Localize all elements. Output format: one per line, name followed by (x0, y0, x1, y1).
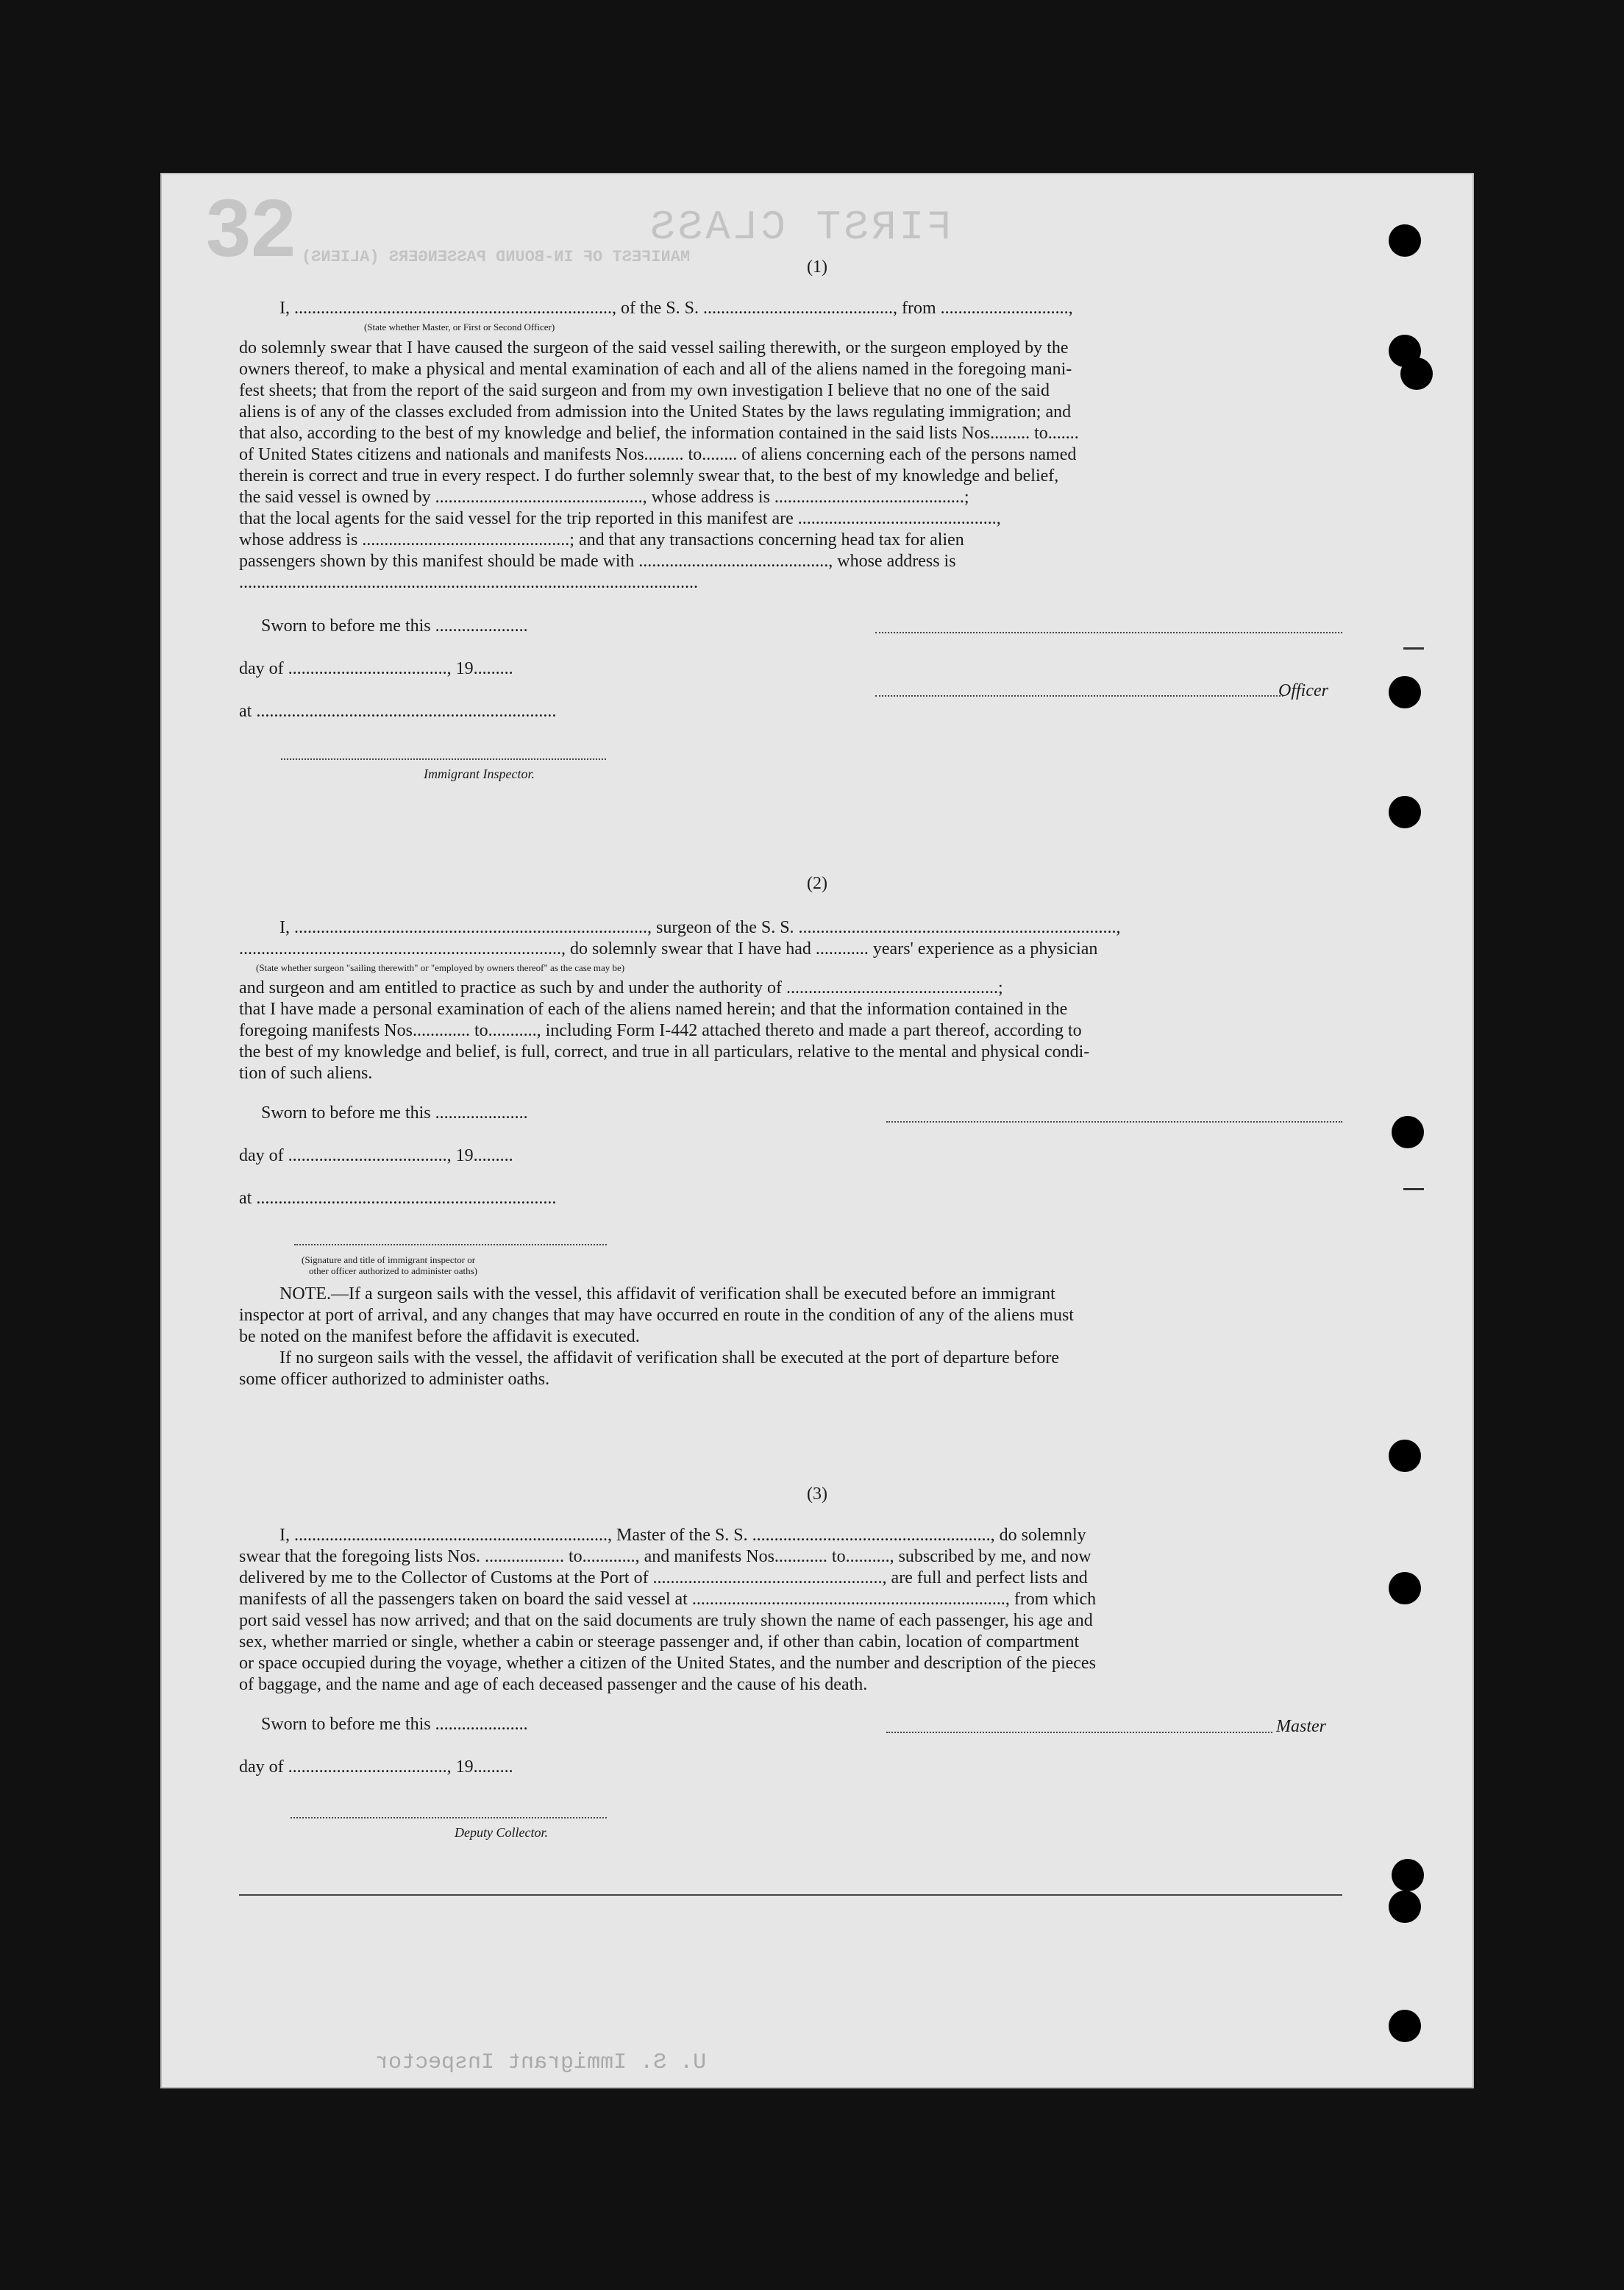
section-3-master-line (886, 1732, 1272, 1733)
section-2-inspector-line (294, 1244, 607, 1245)
section-1-body-line: that also, according to the best of my knowledge and belief, the information contained in the said lists Nos......... to....... (239, 424, 1079, 443)
section-2-experience-line: ........................................................................., do solemnly swear that I have had ............ years' experience as a physician (239, 939, 1098, 959)
section-1-number: (1) (807, 257, 827, 277)
section-1-officer-caption: (State whether Master, or First or Second Officer) (364, 321, 555, 333)
ghost-first-class: FIRST CLASS (647, 204, 952, 251)
section-1-body-line: owners thereof, to make a physical and mental examination of each and all of the aliens named in the foregoing mani- (239, 360, 1072, 379)
ghost-page-number: 32 (206, 183, 296, 274)
punch-hole (1389, 1572, 1421, 1604)
section-3-body-line: of baggage, and the name and age of each deceased passenger and the cause of his death. (239, 1675, 868, 1694)
section-2-at-line: at .................................................................... (239, 1189, 557, 1208)
punch-hole (1389, 1891, 1421, 1923)
section-1-body-line: therein is correct and true in every respect. I do further solemnly swear that, to the best of my knowledge and belief, (239, 466, 1059, 486)
section-3-master-label: Master (1276, 1717, 1326, 1736)
section-2-surgeon-caption: (State whether surgeon "sailing therewith" or "employed by owners thereof" as the case may be) (256, 962, 625, 973)
punch-hole (1389, 1440, 1421, 1472)
section-1-body-line: the said vessel is owned by ..............................................., whose address is ...........................................; (239, 488, 969, 507)
section-1-dotted-line: ........................................................................................................ (239, 573, 698, 592)
section-2-body-line: the best of my knowledge and belief, is full, correct, and true in all particulars, relative to the mental and physical condi- (239, 1042, 1090, 1062)
punch-hole (1389, 2010, 1421, 2042)
note-line: some officer authorized to administer oaths. (239, 1370, 550, 1389)
section-1-body-line: do solemnly swear that I have caused the surgeon of the said vessel sailing therewith, or the surgeon employed by the (239, 338, 1069, 358)
section-2-body-line: that I have made a personal examination of each of the aliens named herein; and that the information contained in the (239, 1000, 1068, 1019)
manifest-page (162, 174, 1472, 2087)
section-3-body-line: sex, whether married or single, whether a cabin or steerage passenger and, if other than cabin, location of compartment (239, 1632, 1080, 1651)
section-2-sig-caption: (Signature and title of immigrant inspector or (302, 1254, 476, 1265)
section-2-day-line: day of ...................................., 19......... (239, 1146, 513, 1165)
section-2-sworn-line: Sworn to before me this ..................... (261, 1103, 528, 1123)
section-1-officer-line (875, 695, 1283, 697)
punch-hole (1400, 358, 1433, 390)
punch-hole (1392, 1116, 1424, 1148)
punch-hole (1389, 796, 1421, 828)
section-3-body-line: delivered by me to the Collector of Customs at the Port of ...................................................., are full and perfect lists and (239, 1568, 1088, 1587)
section-1-day-line: day of ...................................., 19......... (239, 659, 513, 678)
edge-mark (1403, 647, 1424, 650)
note-line: be noted on the manifest before the affidavit is executed. (239, 1327, 640, 1346)
section-1-inspector-line (281, 758, 606, 760)
section-3-body-line: swear that the foregoing lists Nos. .................. to............, and manifests Nos............ to.........., subscribed by me, and now (239, 1547, 1091, 1566)
section-1-body-line: fest sheets; that from the report of the said surgeon and from my own investigation I believe that no one of the said (239, 381, 1050, 400)
section-3-collector-caption: Deputy Collector. (455, 1825, 548, 1840)
punch-hole (1389, 224, 1421, 257)
section-3-collector-line (291, 1817, 607, 1818)
section-1-opening-line: I, ........................................................................, of the S. S. ..........................................., from ............................., (279, 299, 1073, 318)
ghost-inspector-stamp: U. S. Immigrant Inspector (375, 2050, 707, 2075)
section-1-body-line: whose address is ...............................................; and that any transactions concerning head tax for alien (239, 530, 964, 550)
section-1-inspector-caption: Immigrant Inspector. (424, 767, 535, 781)
section-1-body-line: that the local agents for the said vessel for the trip reported in this manifest are ............................................., (239, 509, 1001, 528)
section-1-body-line: passengers shown by this manifest should be made with ..........................................., whose address is (239, 552, 956, 571)
section-2-signature-line (886, 1121, 1342, 1123)
note-line: NOTE.—If a surgeon sails with the vessel, this affidavit of verification shall be executed before an immigrant (279, 1284, 1055, 1304)
section-1-at-line: at .................................................................... (239, 702, 557, 721)
section-1-signature-line (875, 632, 1342, 633)
punch-hole (1389, 676, 1421, 708)
section-3-body-line: or space occupied during the voyage, whether a citizen of the United States, and the number and description of the pieces (239, 1654, 1096, 1673)
ghost-manifest-header: MANIFEST OF IN-BOUND PASSENGERS (ALIENS) (302, 248, 691, 266)
section-1-sworn-line: Sworn to before me this ..................... (261, 616, 528, 636)
section-2-body-line: tion of such aliens. (239, 1064, 373, 1083)
section-3-body-line: manifests of all the passengers taken on board the said vessel at ......................................................................., from which (239, 1590, 1097, 1609)
section-3-day-line: day of ...................................., 19......... (239, 1757, 513, 1777)
section-2-number: (2) (807, 874, 827, 893)
section-3-number: (3) (807, 1484, 827, 1504)
punch-hole (1392, 1859, 1424, 1891)
section-3-body-line: port said vessel has now arrived; and that on the said documents are truly shown the name of each passenger, his age and (239, 1611, 1093, 1630)
section-2-sig-caption: other officer authorized to administer oaths) (309, 1265, 477, 1276)
section-2-opening-line: I, ................................................................................, surgeon of the S. S. ........................................................................, (279, 918, 1121, 937)
section-2-body-line: and surgeon and am entitled to practice as such by and under the authority of ................................................; (239, 978, 1003, 998)
section-3-body-line: I, ......................................................................., Master of the S. S. ......................................................, do solemnly (279, 1526, 1086, 1545)
note-line: inspector at port of arrival, and any changes that may have occurred en route in the condition of any of the aliens must (239, 1306, 1074, 1325)
section-1-body-line: of United States citizens and nationals and manifests Nos......... to........ of aliens concerning each of the persons named (239, 445, 1077, 464)
note-line: If no surgeon sails with the vessel, the affidavit of verification shall be executed at the port of departure before (279, 1348, 1060, 1368)
section-2-body-line: foregoing manifests Nos............. to..........., including Form I-442 attached thereto and made a part thereof, according to (239, 1021, 1082, 1040)
section-1-body-line: aliens is of any of the classes excluded from admission into the United States by the laws regulating immigration; and (239, 402, 1072, 422)
bottom-rule (239, 1894, 1342, 1896)
section-3-sworn-line: Sworn to before me this ..................... (261, 1715, 528, 1734)
edge-mark (1403, 1188, 1424, 1190)
section-1-officer-label: Officer (1278, 681, 1328, 700)
